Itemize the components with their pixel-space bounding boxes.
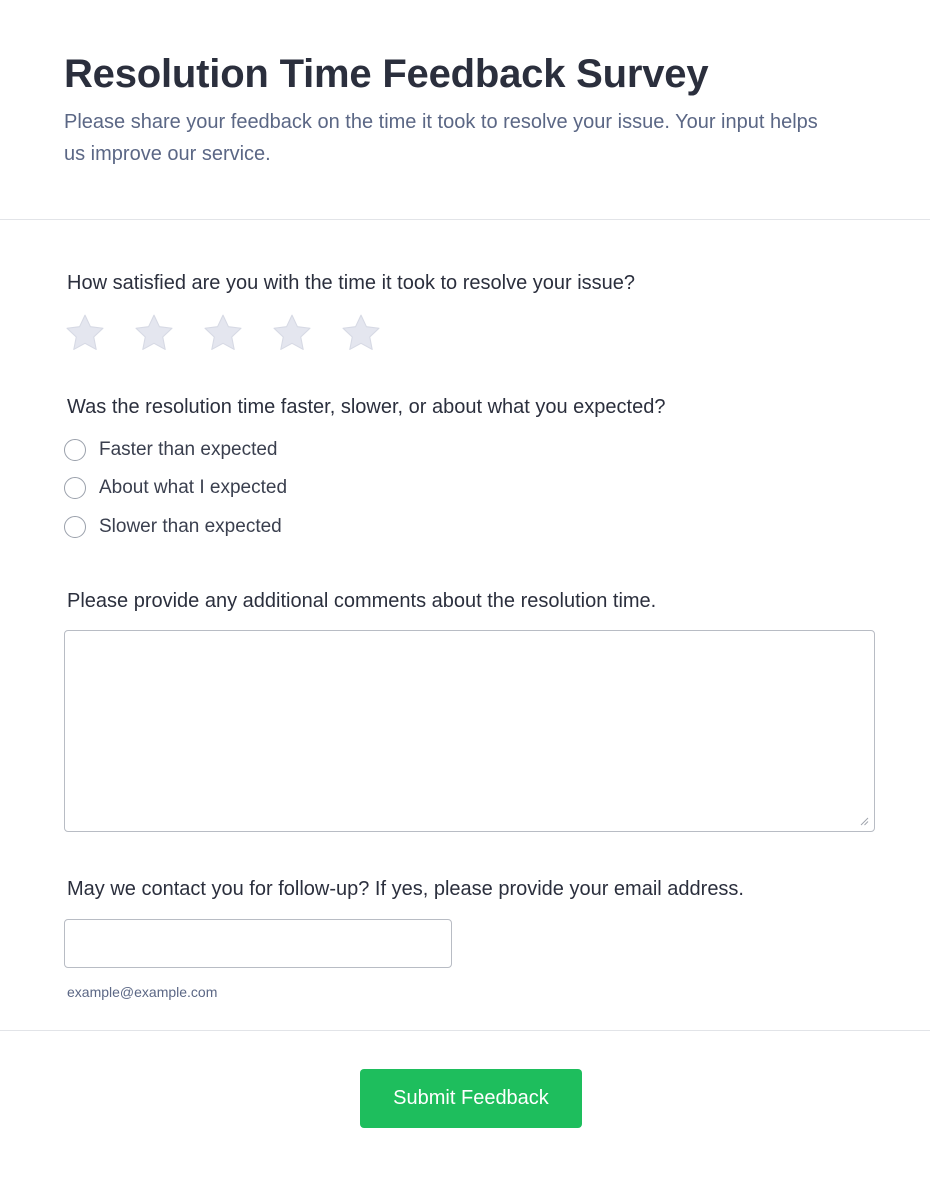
- star-3-icon[interactable]: [202, 312, 244, 354]
- rating-question: How satisfied are you with the time it took to resolve your issue?: [67, 272, 636, 294]
- star-1-icon[interactable]: [64, 312, 106, 354]
- page-subtitle: Please share your feedback on the time it took to resolve your issue. Your input helps us improve our service.: [64, 111, 818, 165]
- radio-button[interactable]: [64, 439, 86, 461]
- email-hint: example@example.com: [67, 984, 218, 1000]
- resize-handle-icon[interactable]: [859, 816, 869, 826]
- radio-button[interactable]: [64, 477, 86, 499]
- submit-feedback-button[interactable]: Submit Feedback: [360, 1069, 582, 1128]
- radio-button[interactable]: [64, 516, 86, 538]
- star-5-icon[interactable]: [340, 312, 382, 354]
- star-rating: [64, 312, 409, 354]
- radio-label[interactable]: About what I expected: [99, 477, 288, 498]
- radio-label[interactable]: Slower than expected: [99, 515, 282, 537]
- contact-question: May we contact you for follow-up? If yes, please provide your email address.: [67, 878, 744, 900]
- radio-option-as-expected[interactable]: [64, 476, 287, 501]
- email-input[interactable]: [64, 919, 452, 968]
- star-4-icon[interactable]: [271, 312, 313, 354]
- star-2-icon[interactable]: [133, 312, 175, 354]
- expectation-question: Was the resolution time faster, slower, or about what you expected?: [67, 396, 666, 418]
- radio-option-slower[interactable]: [64, 514, 287, 539]
- radio-option-faster[interactable]: [64, 437, 287, 462]
- survey-header: [0, 0, 930, 220]
- comments-question: Please provide any additional comments about the resolution time.: [67, 590, 657, 612]
- comments-textarea[interactable]: [64, 630, 875, 832]
- page-title: Resolution Time Feedback Survey: [64, 52, 709, 96]
- radio-label[interactable]: Faster than expected: [99, 438, 278, 460]
- expectation-radio-group: [64, 437, 287, 553]
